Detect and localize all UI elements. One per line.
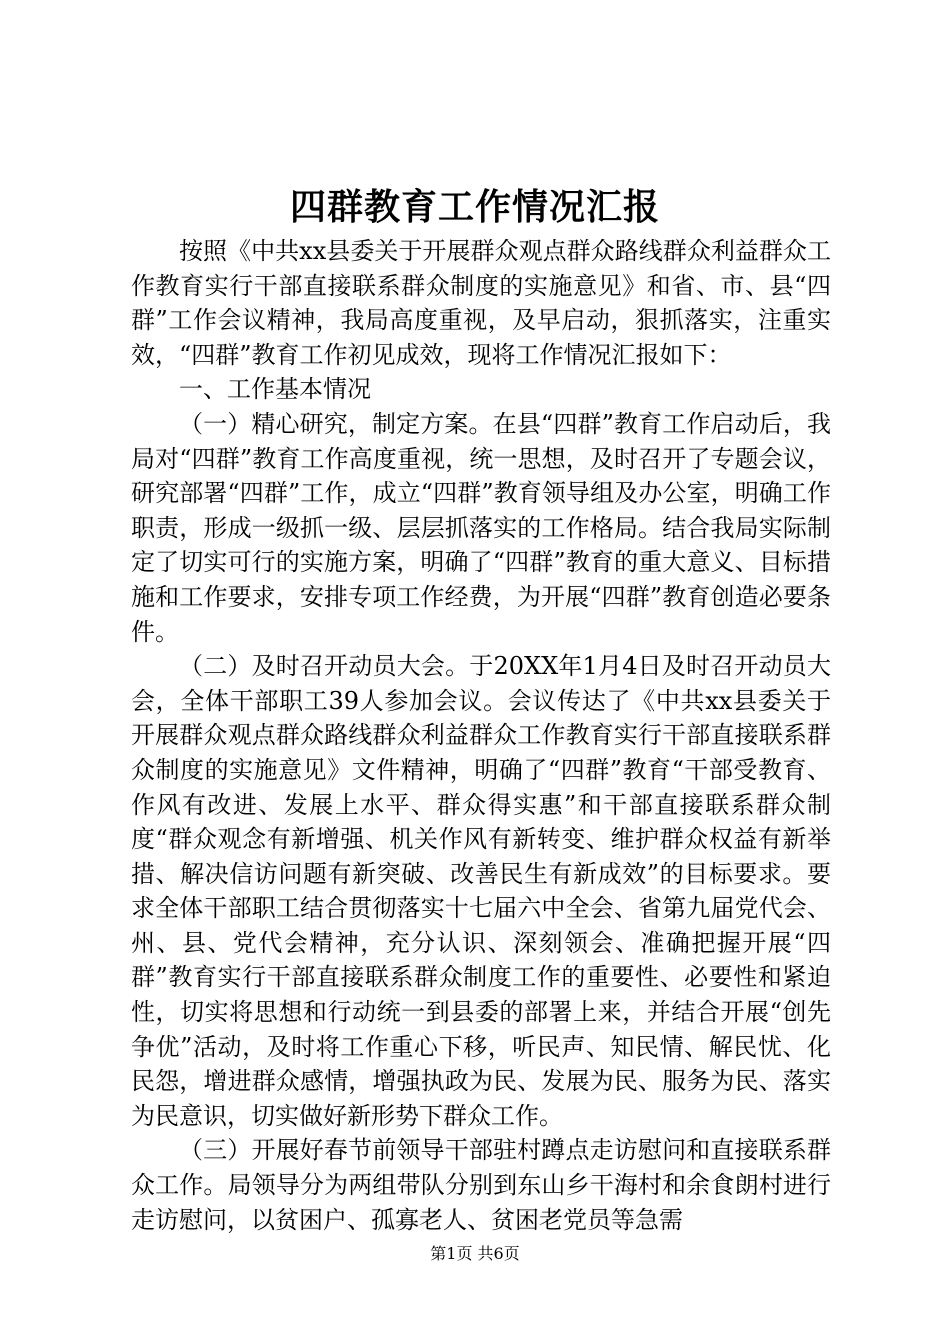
- page-number-footer: 第1页 共6页: [430, 1244, 520, 1263]
- document-title: 四群教育工作情况汇报: [289, 186, 660, 228]
- paragraph-item-1: （一）精心研究，制定方案。在县“四群”教育工作启动后，我局对“四群”教育工作高度重视，统一思想，及时召开了专题会议，研究部署“四群”工作，成立“四群”教育领导组及办公室，明确工作职责，形成一级抓一级、层层抓落实的工作格局。结合我局实际制定了切实可行的实施方案，明确了“四群”教育的重大意义、目标措施和工作要求，安排专项工作经费，为开展“四群”教育创造必要条件。: [131, 409, 831, 646]
- paragraph-item-3: （三）开展好春节前领导干部驻村蹲点走访慰问和直接联系群众工作。局领导分为两组带队分别到东山乡干海村和余食朗村进行走访慰问，以贫困户、孤寡老人、贫困老党员等急需: [131, 1136, 831, 1234]
- paragraph-item-2: （二）及时召开动员大会。于20XX年1月4日及时召开动员大会，全体干部职工39人参加会议。会议传达了《中共xx县委关于开展群众观点群众路线群众利益群众工作教育实行干部直接联系群众制度的实施意见》文件精神，明确了“四群”教育“干部受教育、作风有改进、发展上水平、群众得实惠”和干部直接联系群众制度“群众观念有新增强、机关作风有新转变、维护群众权益有新举措、解决信访问题有新突破、改善民生有新成效”的目标要求。要求全体干部职工结合贯彻落实十七届六中全会、省第九届党代会、州、县、党代会精神，充分认识、深刻领会、准确把握开展“四群”教育实行干部直接联系群众制度工作的重要性、必要性和紧迫性，切实将思想和行动统一到县委的部署上来，并结合开展“创先争优”活动，及时将工作重心下移，听民声、知民情、解民忧、化民怨，增进群众感情，增强执政为民、发展为民、服务为民、落实为民意识，切实做好新形势下群众工作。: [131, 652, 831, 1130]
- section-heading: 一、工作基本情况: [179, 375, 371, 404]
- document-body: [131, 234, 831, 1237]
- paragraph-intro: 按照《中共xx县委关于开展群众观点群众路线群众利益群众工作教育实行干部直接联系群众制度的实施意见》和省、市、县“四群”工作会议精神，我局高度重视，及早启动，狠抓落实，注重实效，“四群”教育工作初见成效，现将工作情况汇报如下：: [131, 237, 831, 369]
